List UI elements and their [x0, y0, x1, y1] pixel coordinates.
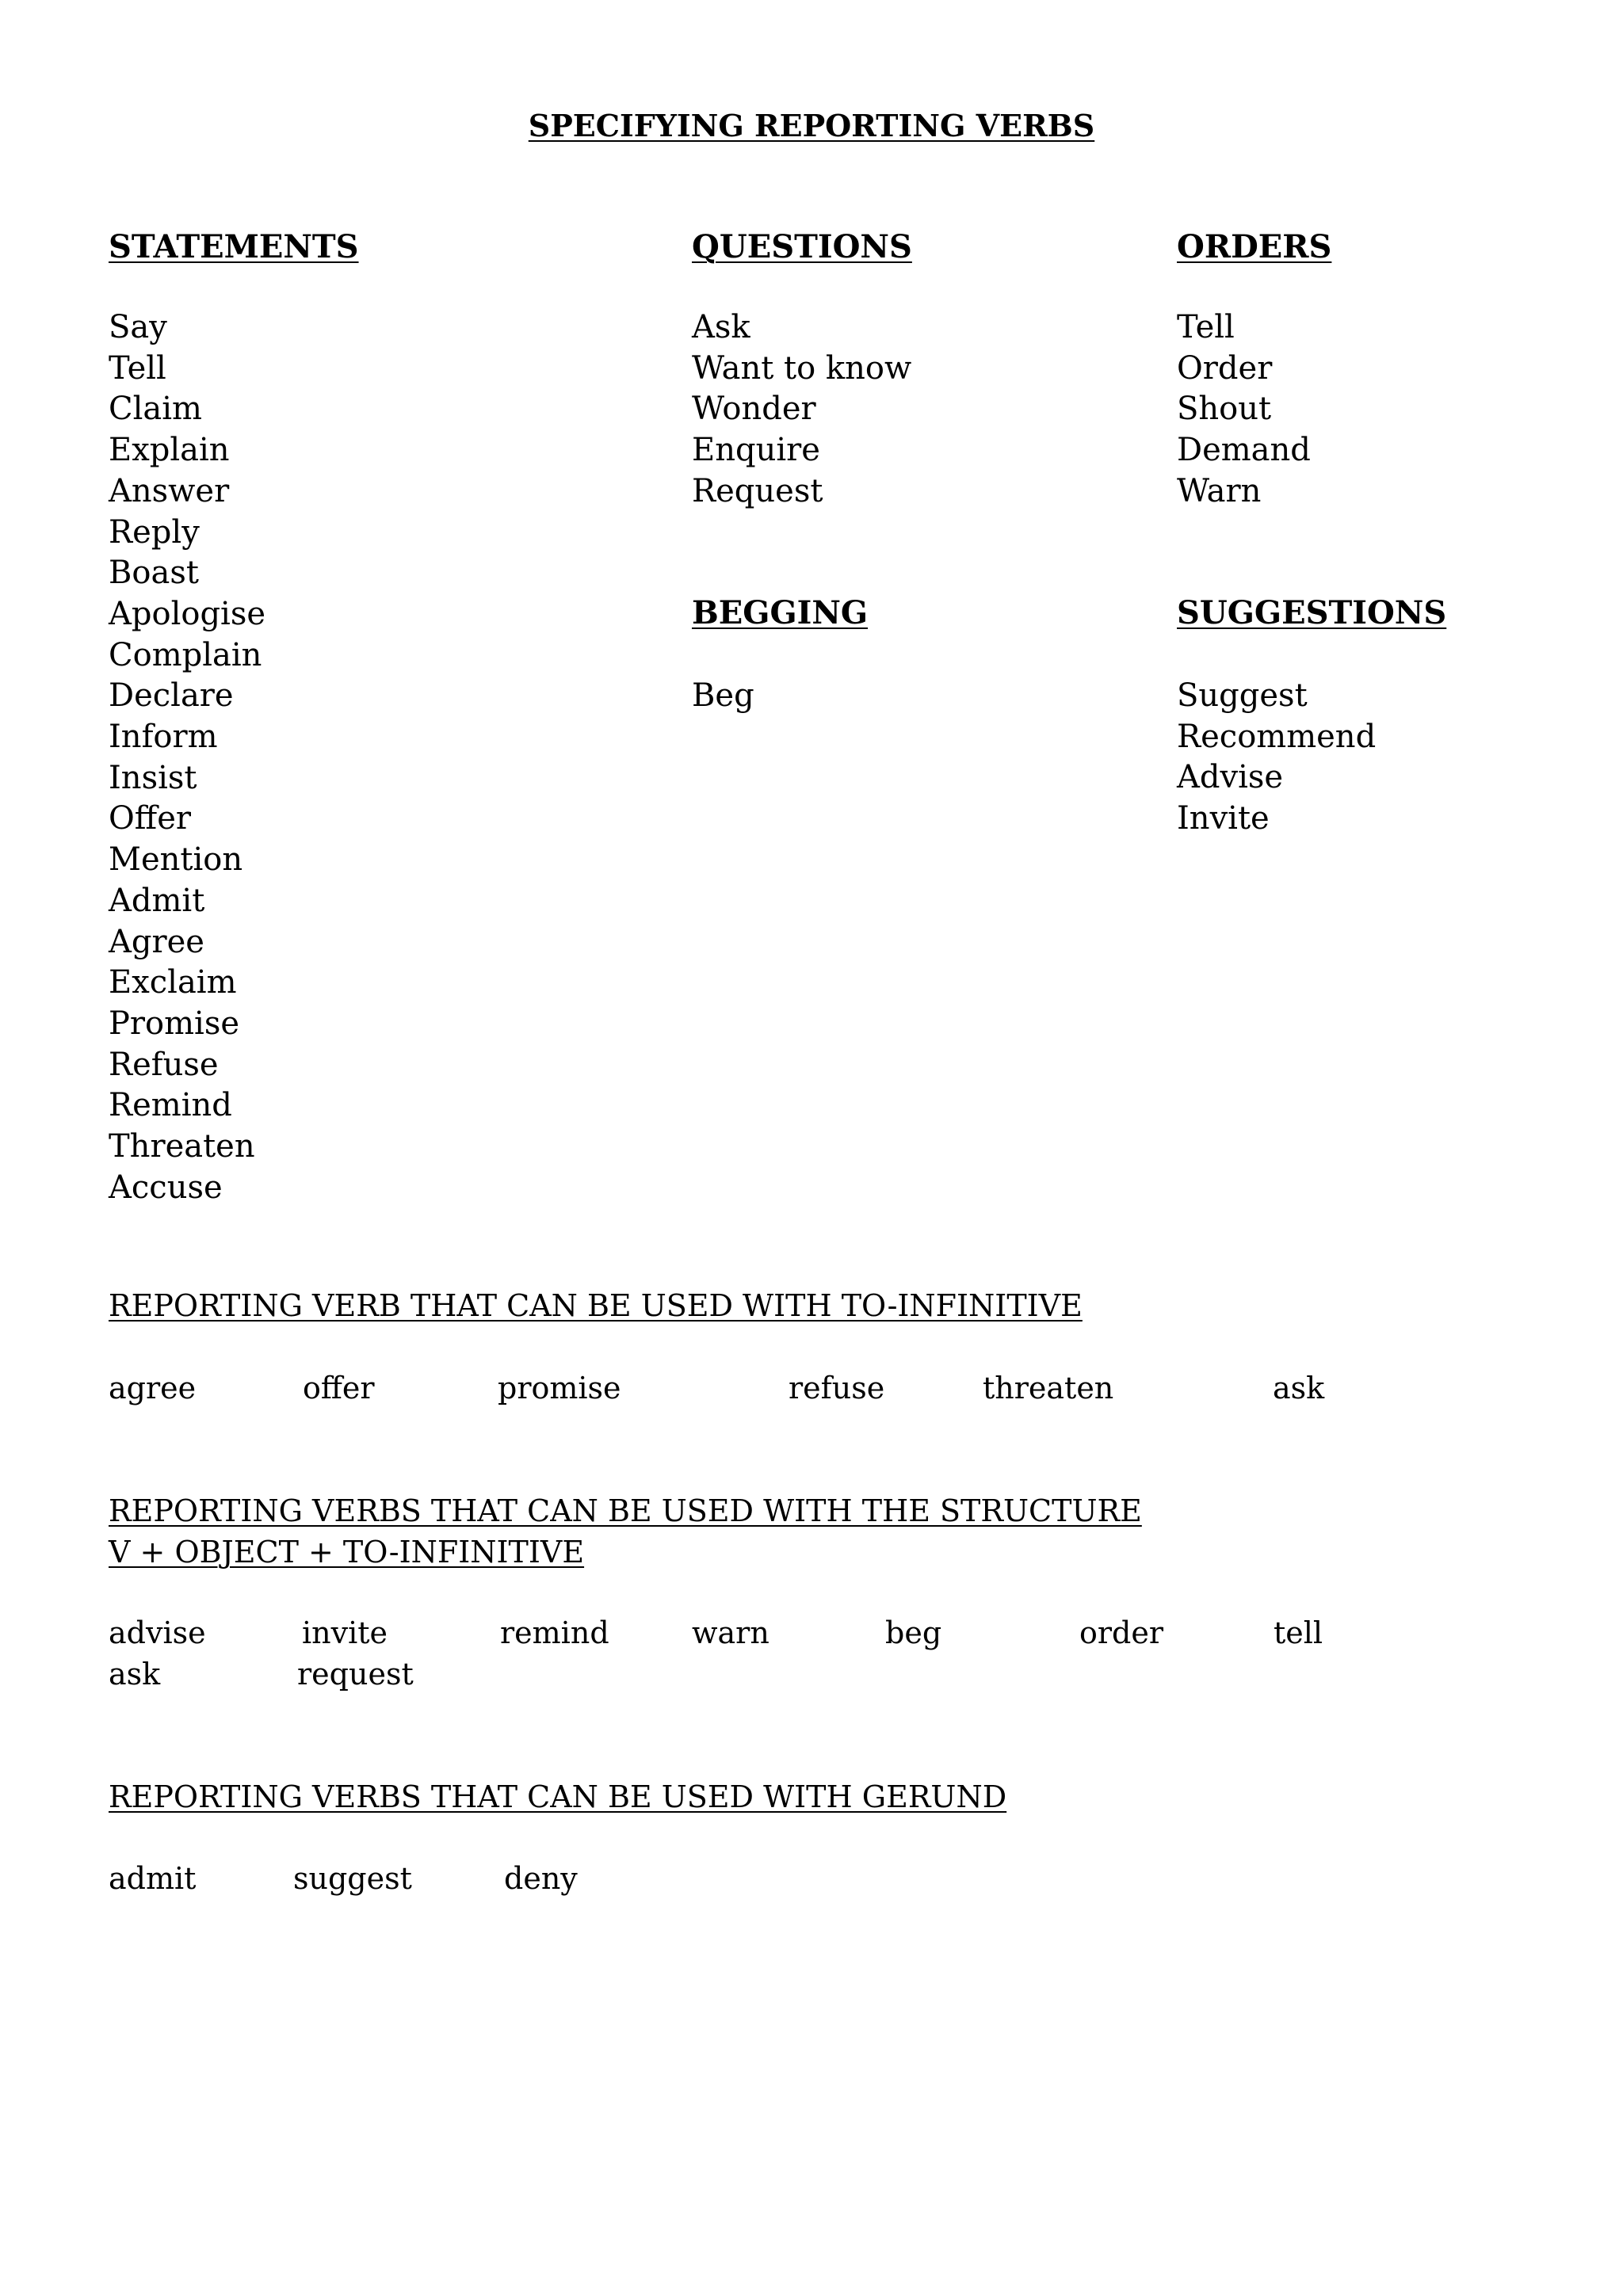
- object-to-infinitive-word: beg: [885, 1615, 942, 1650]
- verb-list-item: Accuse: [109, 1169, 223, 1206]
- questions-heading: QUESTIONS: [692, 228, 912, 265]
- verb-list-item: Beg: [692, 677, 754, 714]
- to-infinitive-word: ask: [1273, 1371, 1325, 1405]
- verb-list-item: Recommend: [1177, 718, 1377, 755]
- gerund-word: admit: [109, 1861, 197, 1896]
- verb-list-item: Demand: [1177, 432, 1311, 469]
- verb-list-item: Threaten: [109, 1128, 255, 1165]
- verb-list-item: Advise: [1177, 759, 1284, 796]
- verb-list-item: Inform: [109, 719, 218, 756]
- object-to-infinitive-heading: REPORTING VERBS THAT CAN BE USED WITH THE STRUCTURE: [109, 1493, 1142, 1528]
- page-title: SPECIFYING REPORTING VERBS: [528, 108, 1095, 143]
- verb-list-item: Shout: [1177, 391, 1272, 428]
- to-infinitive-heading: REPORTING VERB THAT CAN BE USED WITH TO-INFINITIVE: [109, 1288, 1083, 1323]
- object-to-infinitive-word: request: [297, 1657, 414, 1691]
- verb-list-item: Say: [109, 309, 167, 345]
- verb-list-item: Apologise: [109, 595, 266, 632]
- verb-list-item: Declare: [109, 677, 234, 715]
- verb-list-item: Answer: [109, 472, 230, 509]
- verb-list-item: Tell: [109, 349, 166, 387]
- to-infinitive-word: promise: [498, 1371, 621, 1405]
- verb-list-item: Boast: [109, 555, 199, 592]
- object-to-infinitive-word: tell: [1274, 1615, 1323, 1650]
- verb-list-item: Order: [1177, 349, 1273, 387]
- object-to-infinitive-word: invite: [302, 1615, 388, 1650]
- verb-list-item: Tell: [1177, 309, 1235, 345]
- statements-heading: STATEMENTS: [109, 228, 359, 265]
- verb-list-item: Refuse: [109, 1046, 219, 1083]
- verb-list-item: Request: [692, 472, 823, 509]
- verb-list-item: Wonder: [692, 391, 816, 428]
- to-infinitive-word: threaten: [983, 1371, 1114, 1405]
- verb-list-item: Exclaim: [109, 964, 237, 1001]
- verb-list-item: Agree: [109, 923, 204, 960]
- verb-list-item: Explain: [109, 432, 230, 469]
- statements-list: [109, 307, 265, 1208]
- to-infinitive-word: agree: [109, 1371, 197, 1405]
- verb-list-item: Enquire: [692, 432, 820, 469]
- begging-list: [692, 676, 754, 717]
- object-to-infinitive-word: order: [1079, 1615, 1164, 1650]
- orders-list: [1177, 307, 1311, 513]
- verb-list-item: Ask: [692, 309, 750, 345]
- suggestions-list: [1177, 676, 1376, 840]
- verb-list-item: Complain: [109, 636, 262, 673]
- verb-list-item: Offer: [109, 800, 192, 837]
- gerund-word: suggest: [293, 1861, 412, 1896]
- verb-list-item: Promise: [109, 1005, 240, 1042]
- verb-list-item: Invite: [1177, 800, 1270, 837]
- object-to-infinitive-word: remind: [500, 1615, 609, 1650]
- verb-list-item: Insist: [109, 759, 197, 796]
- verb-list-item: Claim: [109, 391, 202, 428]
- gerund-word: deny: [504, 1861, 578, 1896]
- object-to-infinitive-heading-line2: V + OBJECT + TO-INFINITIVE: [109, 1535, 585, 1569]
- suggestions-heading: SUGGESTIONS: [1177, 594, 1447, 631]
- to-infinitive-word: offer: [303, 1371, 375, 1405]
- object-to-infinitive-word: warn: [692, 1615, 769, 1650]
- verb-list-item: Remind: [109, 1087, 232, 1124]
- verb-list-item: Want to know: [692, 349, 912, 387]
- verb-list-item: Mention: [109, 841, 243, 879]
- object-to-infinitive-word: advise: [109, 1615, 206, 1650]
- verb-list-item: Admit: [109, 882, 205, 919]
- verb-list-item: Suggest: [1177, 677, 1308, 714]
- orders-heading: ORDERS: [1177, 228, 1332, 265]
- begging-heading: BEGGING: [692, 594, 869, 631]
- to-infinitive-word: refuse: [789, 1371, 885, 1405]
- questions-list: [692, 307, 911, 513]
- verb-list-item: Reply: [109, 513, 200, 551]
- object-to-infinitive-word: ask: [109, 1657, 161, 1691]
- gerund-heading: REPORTING VERBS THAT CAN BE USED WITH GERUND: [109, 1779, 1007, 1814]
- verb-list-item: Warn: [1177, 472, 1262, 509]
